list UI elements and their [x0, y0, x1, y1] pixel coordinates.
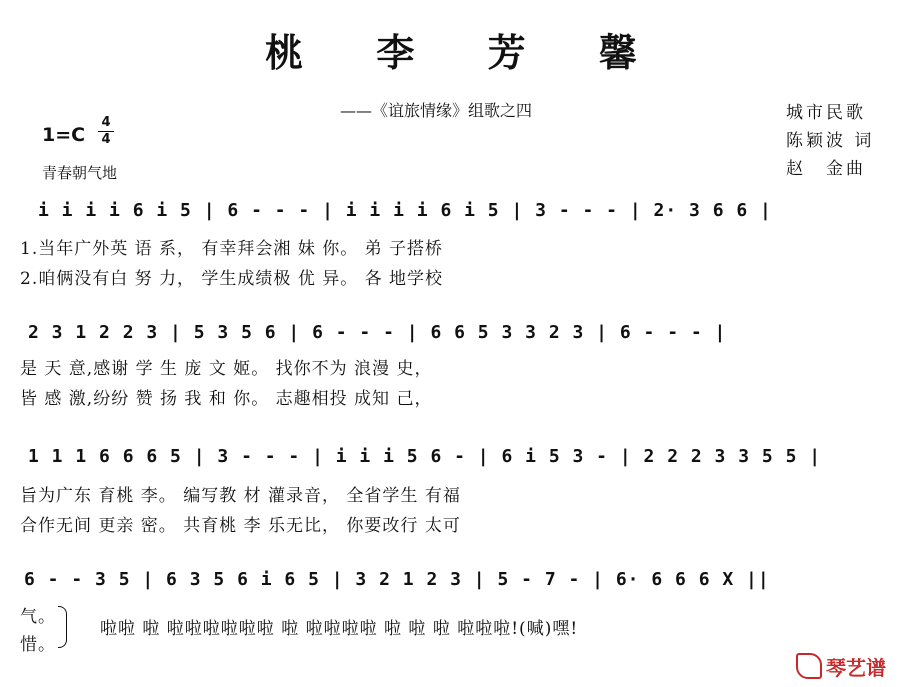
credit-lyricist: 陈颖波 词	[786, 131, 875, 151]
lyric-row-2-verse-2: 皆 感 激,纷纷 赞 扬 我 和 你。 志趣相投 成知 己，	[20, 389, 433, 409]
lyric-row-4-verse-1: 气。	[20, 607, 56, 627]
chant-lyric: 啦啦 啦 啦啦啦啦啦啦 啦 啦啦啦啦 啦 啦 啦 啦啦啦!(喊)嘿!	[100, 619, 579, 639]
lyric-row-4-verse-2: 惜。	[20, 635, 56, 655]
credit-composer: 赵 金曲	[786, 159, 866, 179]
lyric-row-1-verse-2: 2.咱俩没有白 努 力， 学生成绩极 优 异。 各 地学校	[20, 269, 444, 289]
song-title: 桃 李 芳 馨	[265, 30, 667, 75]
logo-icon	[796, 653, 822, 679]
notation-row-2: 2 3 1 2 2 3 | 5 3 5 6 | 6 - - - | 6 6 5 3 3 2 3 | 6 - - - |	[28, 322, 727, 343]
time-signature	[98, 116, 114, 147]
credit-genre: 城市民歌	[786, 103, 866, 123]
site-logo	[796, 652, 886, 681]
lyric-row-3-verse-2: 合作无间 更亲 密。 共育桃 李 乐无比， 你要改行 太可	[20, 516, 461, 536]
notation-row-3: 1 1 1 6 6 6 5 | 3 - - - | i i i 5 6 - | 6 i 5 3 - | 2 2 2 3 3 5 5 |	[28, 446, 822, 467]
lyric-row-1-verse-1: 1.当年广外英 语 系， 有幸拜会湘 妹 你。 弟 子搭桥	[20, 239, 444, 259]
time-bottom: 4	[101, 132, 111, 147]
tempo-marking: 青春朝气地	[42, 164, 118, 182]
notation-row-4: 6 - - 3 5 | 6 3 5 6 i 6 5 | 3 2 1 2 3 | 5 - 7 - | 6· 6 6 6 X ||	[24, 569, 770, 590]
song-subtitle: ——《谊旅情缘》组歌之四	[340, 101, 533, 120]
verse-bracket	[58, 606, 67, 648]
notation-row-1: i i i i 6 i 5 | 6 - - - | i i i i 6 i 5 | 3 - - - | 2· 3 6 6 |	[38, 200, 772, 221]
logo-text: 琴艺谱	[826, 656, 886, 680]
lyric-row-2-verse-1: 是 天 意,感谢 学 生 庞 文 姬。 找你不为 浪漫 史，	[20, 359, 433, 379]
key-signature: 1=C	[42, 124, 86, 146]
time-top: 4	[101, 115, 111, 130]
lyric-row-3-verse-1: 旨为广东 育桃 李。 编写教 材 灌录音， 全省学生 有福	[20, 486, 461, 506]
